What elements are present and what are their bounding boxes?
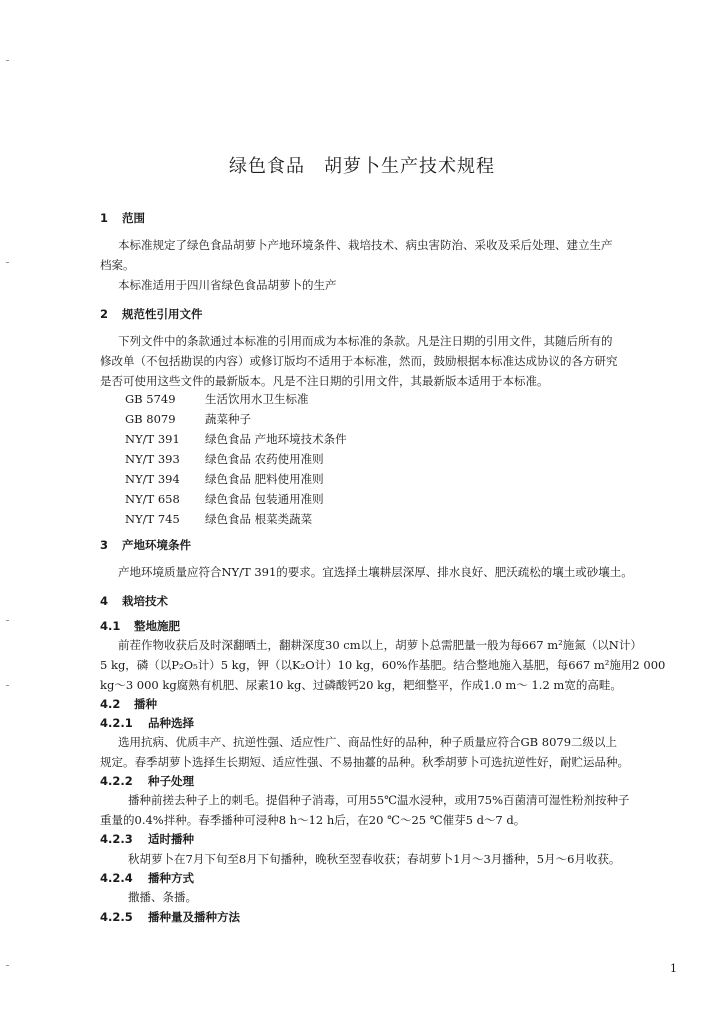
reference-name: 蔬菜种子 [205,412,251,426]
section-4-heading [100,594,168,608]
section-title: 规范性引用文件 [122,307,203,321]
reference-code: NY/T 745 [125,512,180,526]
section-4-2-3-heading [100,832,194,846]
section-number: 1 [100,211,109,225]
section-4-2-5-heading [100,910,240,924]
section-4-2-heading [100,697,157,711]
section-title: 播种量及播种方法 [148,910,241,924]
section-title: 播种方式 [148,871,195,885]
section-4-1-heading [100,619,180,633]
paragraph-line: kg～3 000 kg腐熟有机肥、尿素10 kg、过磷酸钙20 kg，耙细整平，作成1.0 m～ 1.2 m宽的高畦。 [100,678,622,692]
section-title: 种子处理 [148,774,195,788]
section-title: 播种 [134,697,158,711]
reference-item [125,432,347,446]
reference-code: NY/T 391 [125,432,180,446]
section-number: 4.2.5 [100,910,133,924]
section-number: 4 [100,594,109,608]
section-title: 范围 [122,211,146,225]
paragraph-line: 产地环境质量应符合NY/T 391的要求。宜选择土壤耕层深厚、排水良好、肥沃疏松的壤土或砂壤土。 [118,565,633,579]
reference-name: 绿色食品 肥料使用准则 [205,472,324,486]
paragraph-line: 下列文件中的条款通过本标准的引用而成为本标准的条款。凡是注日期的引用文件，其随后所有的 [118,334,613,348]
reference-item [125,492,324,506]
reference-name: 绿色食品 根菜类蔬菜 [205,512,313,526]
reference-code: GB 5749 [125,392,176,406]
paragraph-line: 档案。 [100,258,135,272]
section-title: 整地施肥 [134,619,181,633]
reference-item [125,472,324,486]
paragraph-line: 本标准规定了绿色食品胡萝卜产地环境条件、栽培技术、病虫害防治、采收及采后处理、建立生产 [118,238,613,252]
document-title: 绿色食品 胡萝卜生产技术规程 [229,156,495,177]
paragraph-line: 本标准适用于四川省绿色食品胡萝卜的生产 [118,278,337,292]
paragraph-line: 修改单（不包括勘误的内容）或修订版均不适用于本标准，然而，鼓励根据本标准达成协议的各方研究 [100,354,618,368]
scan-mark [6,620,9,621]
reference-name: 绿色食品 产地环境技术条件 [205,432,347,446]
reference-code: GB 8079 [125,412,176,426]
section-4-2-2-heading [100,774,194,788]
reference-name: 生活饮用水卫生标准 [205,392,309,406]
section-number: 3 [100,538,109,552]
page-number: 1 [670,962,677,975]
section-title: 产地环境条件 [122,538,192,552]
section-number: 4.2.1 [100,716,133,730]
paragraph-line: 前茬作物收获后及时深翻晒土，翻耕深度30 cm以上，胡萝卜总需肥量一般为每667 m²施氮（以N计） [118,638,642,652]
paragraph-line: 5 kg，磷（以P₂O₅计）5 kg，钾（以K₂O计）10 kg，60%作基肥。结合整地施入基肥，每667 m²施用2 000 [100,658,666,672]
section-4-2-4-heading [100,871,194,885]
reference-item [125,392,309,406]
section-number: 4.2.2 [100,774,133,788]
paragraph-line: 秋胡萝卜在7月下旬至8月下旬播种，晚秋至翌春收获；春胡萝卜1月～3月播种，5月～6月收获。 [128,852,621,866]
paragraph-line: 重量的0.4%拌种。春季播种可浸种8 h～12 h后，在20 ℃～25 ℃催芽5 d～7 d。 [100,813,526,827]
section-title: 适时播种 [148,832,195,846]
scan-mark [6,685,9,686]
reference-name: 绿色食品 农药使用准则 [205,452,324,466]
scan-mark [6,965,9,966]
paragraph-line: 播种前搓去种子上的刺毛。提倡种子消毒，可用55℃温水浸种，或用75%百菌清可湿性粉剂按种子 [128,793,630,807]
paragraph-line: 撒播、条播。 [128,890,197,904]
section-4-2-1-heading [100,716,194,730]
reference-item [125,412,251,426]
reference-code: NY/T 658 [125,492,180,506]
section-number: 2 [100,307,109,321]
reference-code: NY/T 394 [125,472,180,486]
section-title: 栽培技术 [122,594,169,608]
reference-item [125,452,324,466]
scan-mark [6,262,9,263]
section-number: 4.1 [100,619,121,633]
scan-mark [6,60,9,61]
section-1-heading [100,211,145,225]
section-number: 4.2.4 [100,871,133,885]
paragraph-line: 规定。春季胡萝卜选择生长期短、适应性强、不易抽薹的品种。秋季胡萝卜可选抗逆性好，耐贮运品种。 [100,755,629,769]
section-3-heading [100,538,191,552]
reference-item [125,512,312,526]
section-2-heading [100,307,203,321]
paragraph-line: 是否可使用这些文件的最新版本。凡是不注日期的引用文件，其最新版本适用于本标准。 [100,374,549,388]
section-title: 品种选择 [148,716,195,730]
reference-name: 绿色食品 包装通用准则 [205,492,324,506]
reference-code: NY/T 393 [125,452,180,466]
paragraph-line: 选用抗病、优质丰产、抗逆性强、适应性广、商品性好的品种，种子质量应符合GB 8079二级以上 [118,735,618,749]
section-number: 4.2.3 [100,832,133,846]
section-number: 4.2 [100,697,121,711]
